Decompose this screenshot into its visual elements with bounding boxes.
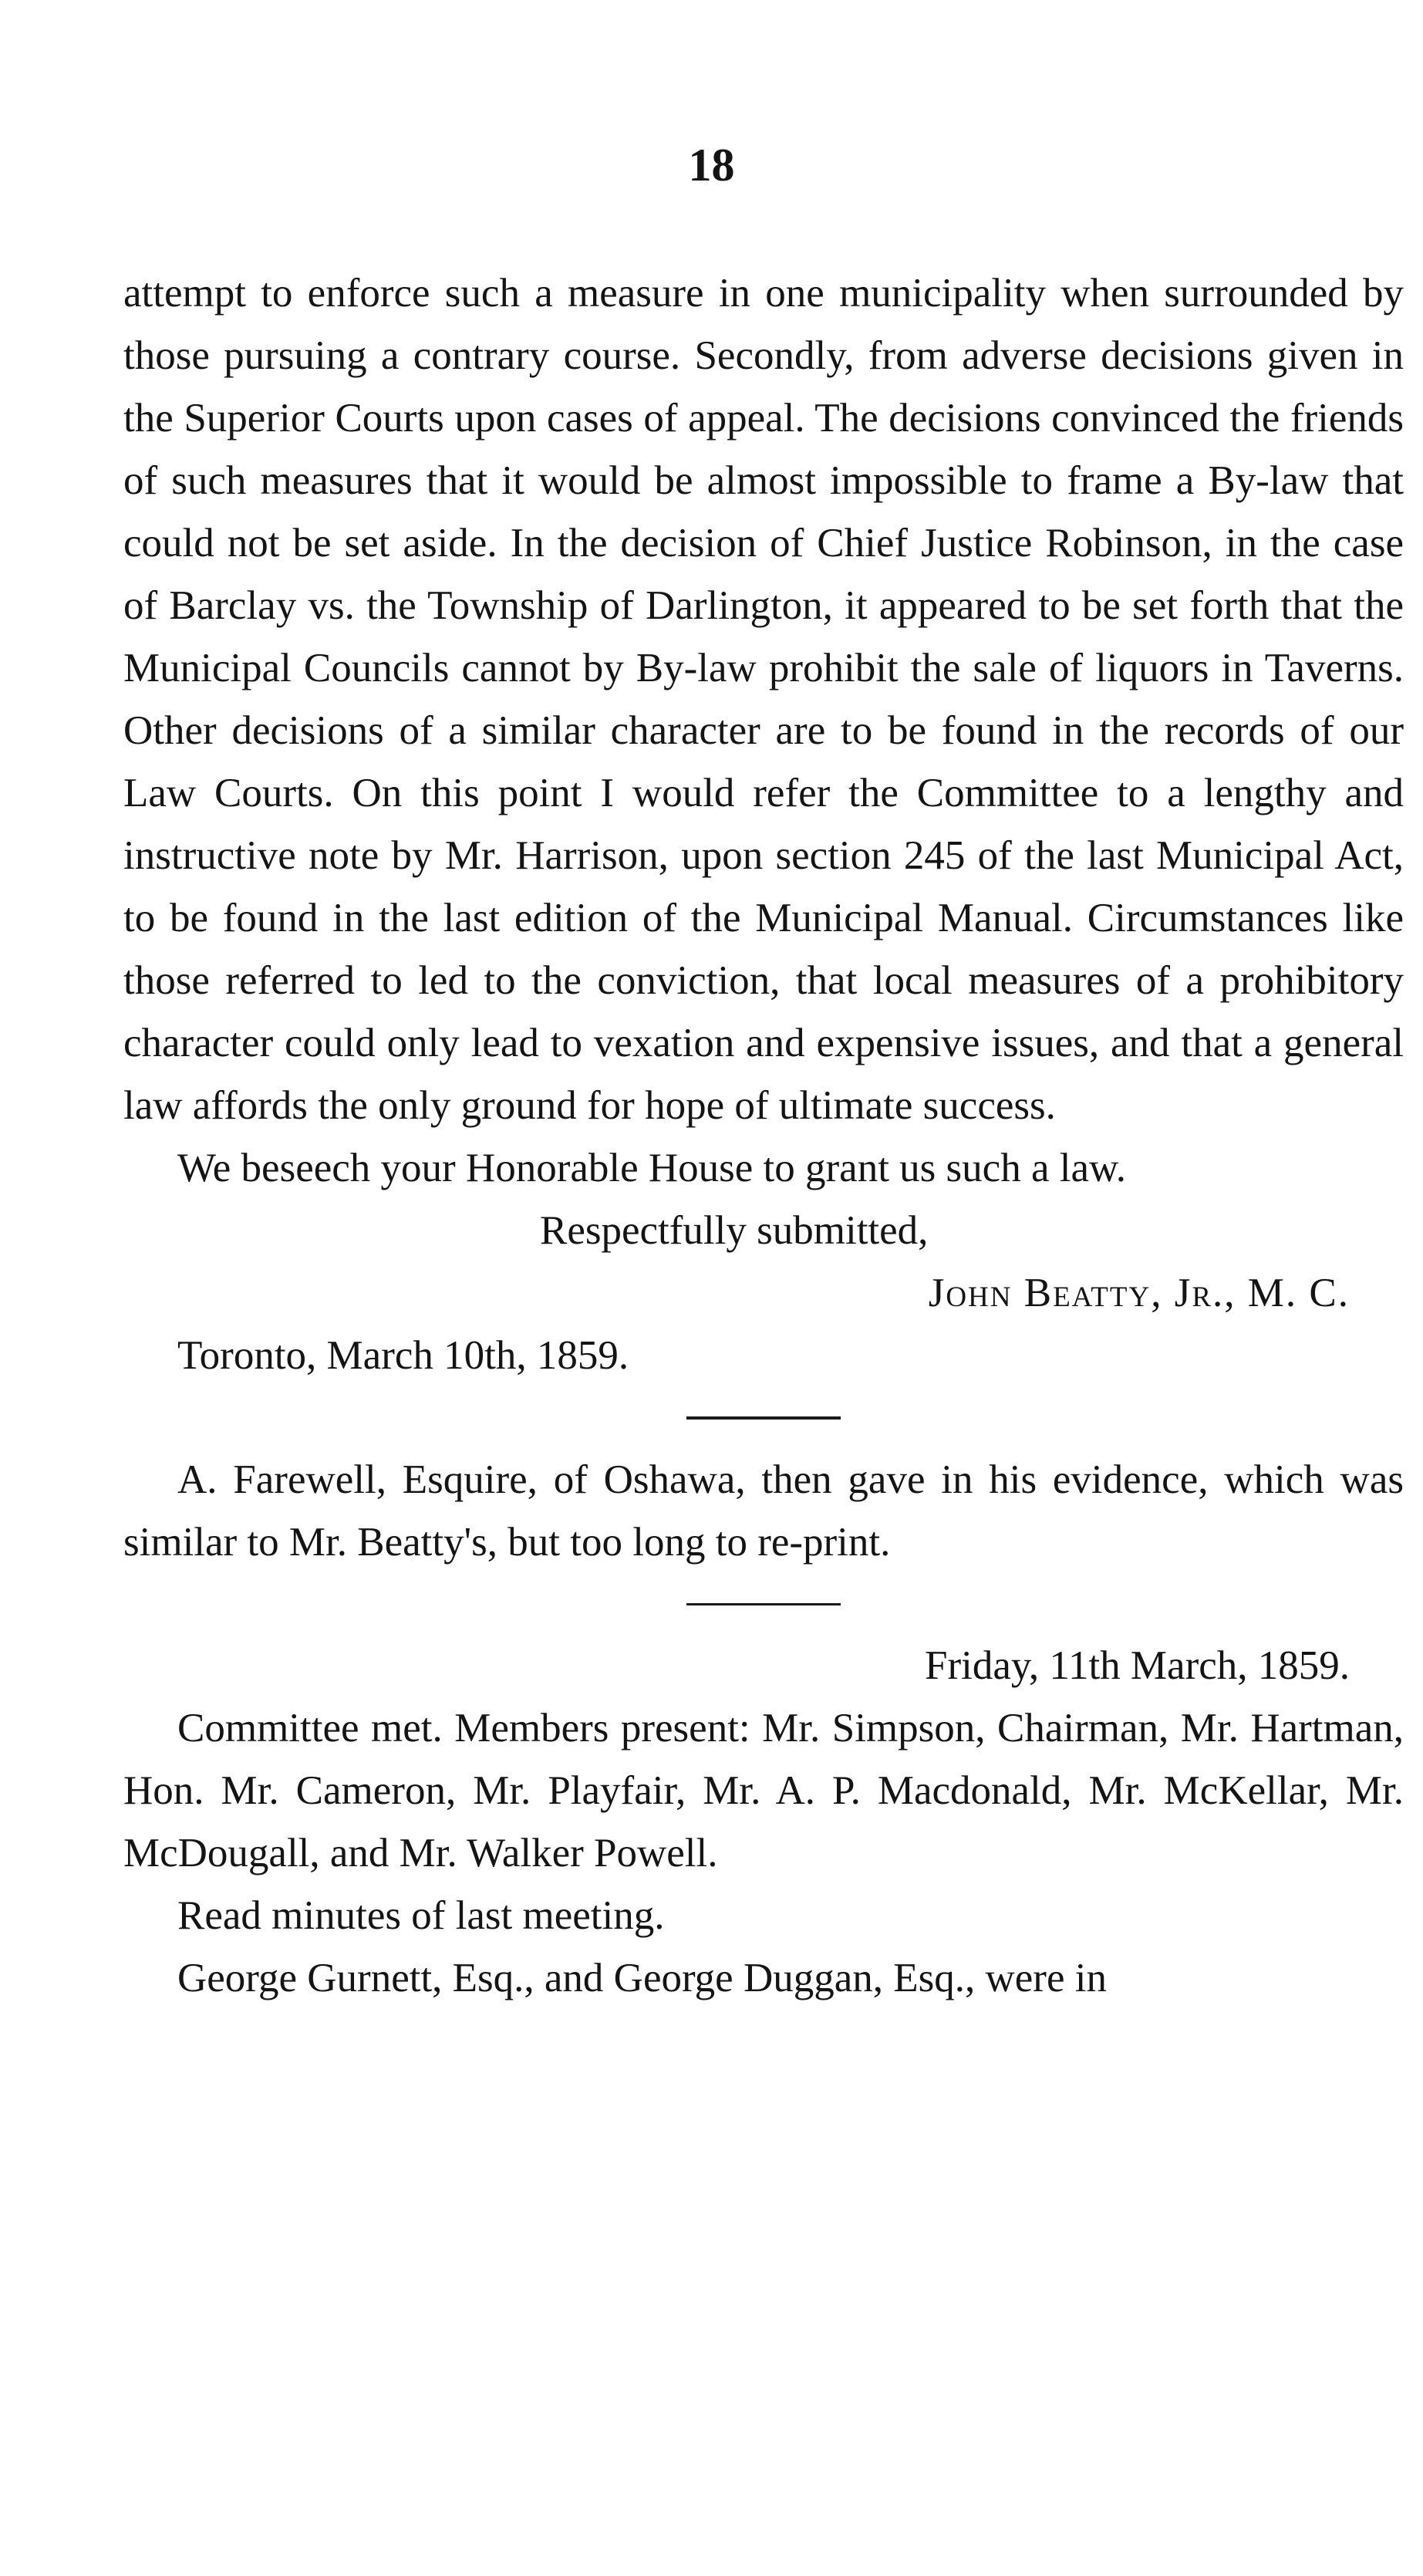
paragraph-minutes-read: Read minutes of last meeting.: [177, 1893, 665, 1938]
paragraph-farewell-evidence: A. Farewell, Esquire, of Oshawa, then gave in his evidence, which was similar to Mr. Beatty's, but too long to re-print.: [123, 1457, 1404, 1565]
page-number: 18: [688, 140, 735, 191]
paragraph-witnesses: George Gurnett, Esq., and George Duggan, Esq., were in: [177, 1956, 1107, 2000]
signature-block: [123, 1200, 1404, 1387]
paragraph-petition: We beseech your Honorable House to grant us such a law.: [177, 1146, 1127, 1190]
signature-closing: Respectfully submitted,: [540, 1208, 929, 1253]
signature-place-date: Toronto, March 10th, 1859.: [177, 1333, 629, 1378]
section-divider: [686, 1603, 841, 1605]
signature-name: [123, 1262, 1404, 1325]
meeting-date: Friday, 11th March, 1859.: [924, 1643, 1350, 1688]
body-text: [123, 262, 1404, 2010]
paragraph-members-present: Committee met. Members present: Mr. Simpson, Chairman, Mr. Hartman, Hon. Mr. Cameron, Mr. Playfair, Mr. A. P. Macdonald, Mr. McKellar, Mr. McDougall, and Mr. Walker Powell.: [123, 1706, 1404, 1875]
signature-name-text: John Beatty, Jr., M. C.: [928, 1271, 1350, 1315]
section-divider: [686, 1416, 841, 1420]
paragraph-testimony-continued: attempt to enforce such a measure in one municipality when surrounded by those pursuing a contrary course. Secondly, from adverse decisions given in the Superior Courts upon cases of appeal. The decisions convinced the friends of such measures that it would be almost impossible to frame a By-law that could not be set aside. In the decision of Chief Justice Robinson, in the case of Barclay vs. the Township of Darlington, it appeared to be set forth that the Municipal Councils cannot by By-law prohibit the sale of liquors in Taverns. Other decisions of a similar character are to be found in the records of our Law Courts. On this point I would refer the Committee to a lengthy and instructive note by Mr. Harrison, upon section 245 of the last Municipal Act, to be found in the last edition of the Municipal Manual. Circumstances like those referred to led to the conviction, that local measures of a prohibitory character could only lead to vexation and expensive issues, and that a general law affords the only ground for hope of ultimate success.: [123, 271, 1404, 1128]
